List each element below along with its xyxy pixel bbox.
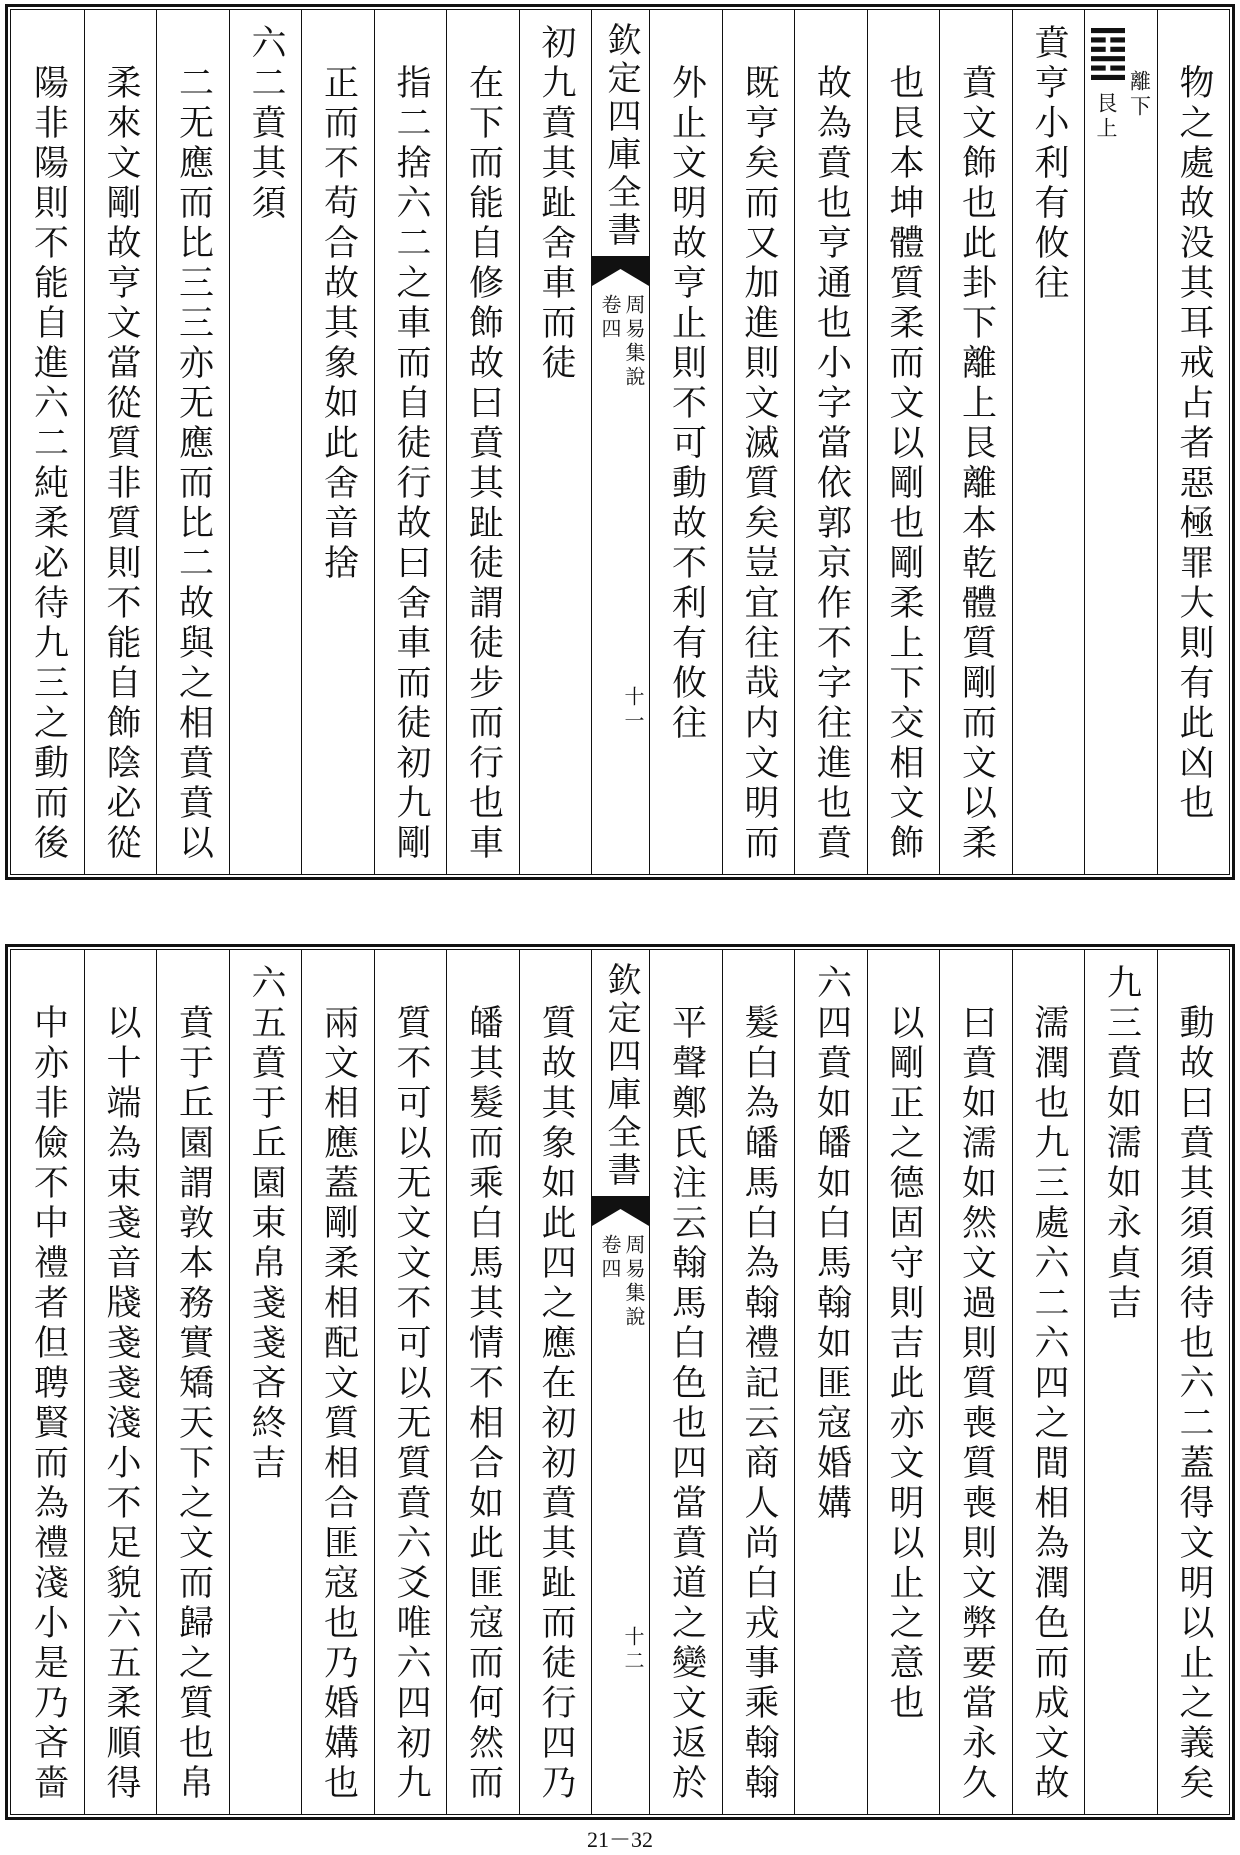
commentary-text: 二无應而比三三亦无應而比二故與之相賁賁以	[173, 64, 214, 864]
book-name: 周易集說	[622, 294, 646, 390]
yang-line	[1091, 75, 1125, 80]
text-column	[11, 950, 84, 1814]
yang-line	[1091, 28, 1125, 33]
text-column	[867, 10, 940, 874]
text-column	[794, 10, 867, 874]
text-column	[374, 10, 447, 874]
yin-line	[1091, 47, 1106, 52]
text-column	[446, 10, 519, 874]
text-column	[229, 950, 302, 1814]
text-column	[939, 10, 1012, 874]
text-column	[1012, 950, 1085, 1814]
lower-trigram-label: 離下	[1127, 70, 1152, 120]
commentary-text: 柔來文剛故亨文當從質非質則不能自飾陰必從	[101, 64, 141, 864]
center-fold-column	[591, 10, 649, 874]
commentary-text: 既亨矣而又加進則文滅質矣豈宜往哉内文明而	[739, 64, 779, 864]
commentary-text: 質故其象如此四之應在初初賁其趾而徒行四乃	[536, 1004, 576, 1804]
text-column	[301, 950, 374, 1814]
text-column	[939, 950, 1012, 1814]
juan-number: 卷四	[598, 1234, 622, 1282]
commentary-text: 以十端為束戔音牋戔戔淺小不足貌六五柔順得	[101, 1004, 141, 1804]
commentary-text: 動故曰賁其須須待也六二蓋得文明以止之義矣	[1174, 1004, 1214, 1804]
upper-trigram-label: 艮上	[1094, 92, 1118, 142]
folio-panel-lower	[5, 944, 1235, 1820]
collection-title: 欽定四庫全書	[601, 22, 641, 250]
folio-number: 十二	[621, 1626, 645, 1674]
text-column	[156, 10, 229, 874]
text-column	[229, 10, 302, 874]
text-columns	[11, 950, 1229, 1814]
yin-line	[1110, 66, 1125, 71]
folio-number: 十一	[621, 686, 645, 734]
book-name: 周易集說	[622, 1234, 646, 1330]
commentary-text: 中亦非儉不中禮者但聘賢而為禮淺小是乃吝嗇	[28, 1004, 69, 1804]
fishtail-mark	[592, 1196, 649, 1226]
classic-text: 賁亨小利有攸往	[1029, 24, 1069, 304]
commentary-text: 物之處故没其耳戒占者惡極罪大則有此凶也	[1174, 64, 1214, 824]
text-column	[519, 10, 592, 874]
hexagram-bi-icon	[1091, 28, 1125, 80]
commentary-text: 皤其髮而乘白馬其情不相合如此匪寇而何然而	[463, 1004, 504, 1804]
commentary-text: 外止文明故亨止則不可動故不利有攸往	[666, 64, 707, 744]
text-column	[84, 950, 157, 1814]
commentary-text: 質不可以无文文不可以无質賁六爻唯六四初九	[391, 1004, 431, 1804]
text-column	[446, 950, 519, 1814]
text-column	[649, 10, 722, 874]
fishtail-shape	[592, 1196, 649, 1226]
page-number-footer: 21－32	[586, 1827, 653, 1852]
commentary-text: 平聲鄭氏注云翰馬白色也四當賁道之變文返於	[666, 1004, 707, 1804]
fishtail-shape	[592, 256, 649, 286]
commentary-text: 濡潤也九三處六二六四之間相為潤色而成文故	[1029, 1004, 1069, 1804]
text-column	[649, 950, 722, 1814]
classic-text: 九三賁如濡如永貞吉	[1101, 964, 1142, 1324]
yin-line	[1110, 37, 1125, 42]
commentary-text: 在下而能自修飾故曰賁其趾徒謂徒步而行也車	[463, 64, 504, 864]
folio-panel-upper	[5, 4, 1235, 880]
text-column	[722, 950, 795, 1814]
classic-text: 初九賁其趾舍車而徒	[536, 24, 576, 384]
commentary-text: 指二捨六二之車而自徒行故曰舍車而徒初九剛	[391, 64, 431, 864]
text-column	[156, 950, 229, 1814]
yang-line	[1091, 56, 1125, 61]
classic-text: 六四賁如皤如白馬翰如匪寇婚媾	[811, 964, 852, 1524]
center-fold-column	[591, 950, 649, 1814]
text-column	[794, 950, 867, 1814]
commentary-text: 賁文飾也此卦下離上艮離本乾體質剛而文以柔	[956, 64, 997, 864]
fishtail-mark	[592, 256, 649, 286]
yin-line	[1091, 37, 1106, 42]
yin-line	[1110, 47, 1125, 52]
text-column	[867, 950, 940, 1814]
text-column	[519, 950, 592, 1814]
commentary-text: 曰賁如濡如然文過則質喪質喪則文弊要當永久	[956, 1004, 997, 1804]
text-column	[301, 10, 374, 874]
text-column	[1157, 950, 1230, 1814]
juan-number: 卷四	[598, 294, 622, 342]
text-columns	[11, 10, 1229, 874]
commentary-text: 賁于丘園謂敦本務實矯天下之文而歸之質也帛	[173, 1004, 214, 1804]
commentary-text: 故為賁也亨通也小字當依郭京作不字往進也賁	[811, 64, 852, 864]
text-column	[1084, 950, 1157, 1814]
commentary-text: 陽非陽則不能自進六二純柔必待九三之動而後	[28, 64, 69, 864]
text-column	[11, 10, 84, 874]
yin-line	[1091, 66, 1106, 71]
commentary-text: 也艮本坤體質柔而文以剛也剛柔上下交相文飾	[884, 64, 924, 864]
text-column	[722, 10, 795, 874]
commentary-text: 以剛正之德固守則吉此亦文明以止之意也	[884, 1004, 924, 1724]
classic-text: 六五賁于丘園束帛戔戔吝終吉	[246, 964, 286, 1484]
text-column	[374, 950, 447, 1814]
hexagram-column	[1084, 10, 1157, 874]
text-column	[84, 10, 157, 874]
commentary-text: 兩文相應蓋剛柔相配文質相合匪寇也乃婚媾也	[318, 1004, 359, 1804]
text-column	[1012, 10, 1085, 874]
text-column	[1157, 10, 1230, 874]
classic-text: 六二賁其須	[246, 24, 286, 224]
commentary-text: 正而不苟合故其象如此舍音捨	[318, 64, 359, 584]
collection-title: 欽定四庫全書	[601, 962, 641, 1190]
commentary-text: 髮白為皤馬白為翰禮記云商人尚白戎事乘翰翰	[739, 1004, 779, 1804]
